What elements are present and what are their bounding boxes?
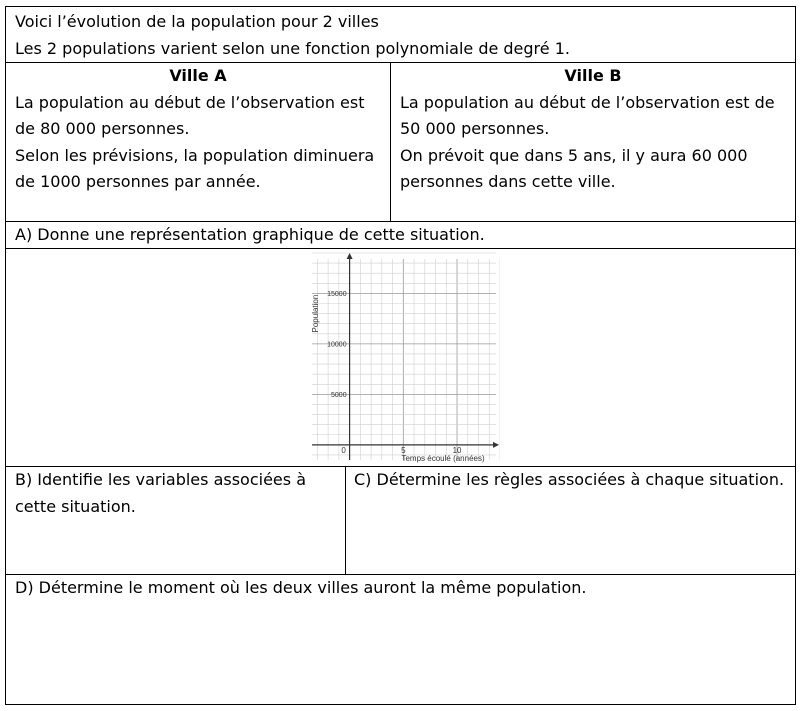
ville-b-title: Ville B	[564, 66, 622, 85]
y-axis-arrow	[347, 253, 353, 259]
x-tick-label-10: 10	[452, 445, 462, 455]
graph-area	[306, 249, 500, 466]
question-d	[6, 575, 795, 602]
question-d-text: D) Détermine le moment où les deux villes auront la même population.	[15, 578, 587, 597]
intro-line-1: Voici l’évolution de la population pour 2 villes	[15, 12, 379, 31]
axes	[312, 253, 499, 460]
x-axis-label: Temps écoulé (années)	[401, 453, 485, 463]
question-a	[6, 222, 795, 249]
ville-a-line-3: Selon les prévisions, la population diminuera	[15, 145, 375, 165]
ville-b-line-4: personnes dans cette ville.	[400, 172, 616, 191]
ville-b-line-3: On prévoit que dans 5 ans, il y aura 60 000	[400, 145, 748, 165]
origin-label: 0	[341, 445, 346, 455]
ville-a-title: Ville A	[169, 66, 227, 85]
question-b-line-2: cette situation.	[15, 496, 136, 516]
ville-b-line-2: 50 000 personnes.	[400, 119, 550, 138]
x-tick-label-5: 5	[401, 445, 406, 455]
grid	[312, 253, 500, 460]
question-c	[346, 467, 795, 494]
ville-a-line-2: de 80 000 personnes.	[15, 119, 190, 138]
y-tick-label-5000: 5000	[331, 391, 347, 399]
intro-block	[6, 9, 795, 62]
y-tick-label-15000: 15000	[327, 290, 347, 298]
ville-b-cell	[391, 63, 795, 196]
ville-b-line-1: La population au début de l’observation est de	[400, 92, 775, 112]
x-axis-arrow	[493, 442, 499, 448]
tick-labels	[311, 291, 485, 463]
ville-a-line-1: La population au début de l’observation est	[15, 92, 365, 112]
question-b-line-1: B) Identifie les variables associées à	[15, 470, 306, 489]
question-b	[6, 467, 345, 520]
intro-line-2: Les 2 populations varient selon une fonction polynomiale de degré 1.	[15, 38, 570, 58]
population-graph	[306, 249, 500, 466]
y-tick-label-10000: 10000	[327, 341, 347, 349]
ville-a-cell	[6, 63, 390, 196]
question-a-text: A) Donne une représentation graphique de cette situation.	[15, 225, 485, 244]
worksheet	[5, 6, 796, 705]
ville-a-line-4: de 1000 personnes par année.	[15, 172, 261, 191]
y-axis-label: Population	[311, 294, 320, 333]
question-c-text: C) Détermine les règles associées à chaque situation.	[354, 470, 785, 489]
